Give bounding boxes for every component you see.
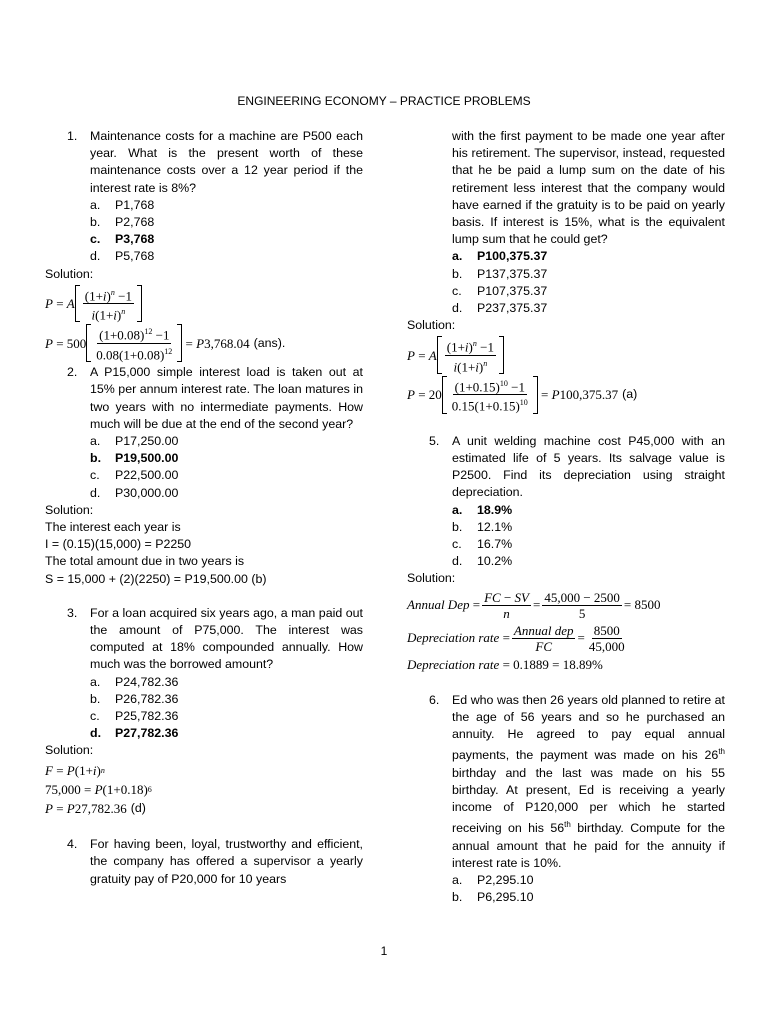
answer-note: (d) [130,801,146,816]
formula-depreciation-result: Depreciation rate = 0.1889 = 18.89% [407,656,603,672]
question-text: with the first payment to be made one year after his retirement. The supervisor, instead, requested that he be paid a lump sum on the date of his retirement less interest that the company would have earned if the gratuity is to be paid on yearly basis. If interest is 15%, what is the equivalent lump sum that he could get? [452,129,725,247]
option-d: d. P5,768 [90,249,155,264]
solution-label: Solution: [45,266,94,281]
question-4 [45,836,363,888]
question-3 [45,605,363,674]
option-c: c. 16.7% [452,536,513,551]
question-text-part: birthday and the last was made on his 55 birthday. At present, Ed is receiving a yearly income of P120,000 per which he started receiving on his 56 [452,765,725,836]
solution-label: Solution: [407,318,456,333]
solution-line: The total amount due in two years is [45,554,245,569]
ordinal-suffix: th [718,747,725,757]
formula-future-worth: F = P (1+ i ) n [45,762,105,778]
option-d: d. P237,375.37 [452,301,548,316]
option-c-correct: c. P3,768 [90,232,155,247]
solution-line: The interest each year is [45,519,181,534]
question-5 [407,433,725,502]
formula-q3-result: P = P 27,782.36 (d) [45,801,146,817]
option-b: b. P137,375.37 [452,266,548,281]
option-a: a. P17,250.00 [90,433,179,448]
question-text: A unit welding machine cost P45,000 with an estimated life of 5 years. Its salvage value is P2500. Find its depreciation using straight depreciation. [452,433,725,500]
question-number: 4. [67,837,78,852]
formula-q1-computation: P = 500 $\frac{(1+0.08)^{12} -1}{0.08(1+0.08)^{12}}$ = P 3,768.04 (ans). [45,324,363,362]
option-d: d. P30,000.00 [90,485,179,500]
formula-annual-depreciation: Annual Dep = $\frac{FC - SV}{n}$ = $\frac{45,000 - 2500}{5}$ = 8500 [407,589,661,621]
solution-label: Solution: [407,571,456,586]
question-2 [45,364,363,433]
question-number: 3. [67,605,78,620]
question-6 [407,692,725,872]
option-b-correct: b. P19,500.00 [90,451,179,466]
formula-present-worth: P = A $\frac{(1+i)^n -1}{i(1+i)^n}$ [407,336,725,374]
question-number: 2. [67,365,78,380]
formula-depreciation-rate: Depreciation rate = $\frac{\text{Annual dep}}{FC}$ = $\frac{8500}{45,000}$ [407,622,625,654]
option-a-correct: a. 18.9% [452,502,513,517]
option-c: c. P22,500.00 [90,468,179,483]
solution-line: I = (0.15)(15,000) = P2250 [45,537,192,552]
option-b: b. P6,295.10 [452,890,534,905]
formula-q4-computation: P = 20 $\frac{(1+0.15)^{10} -1}{0.15(1+0.15)^{10}}$ = P 100,375.37 (a) [407,376,725,414]
right-column [407,128,725,906]
question-text-part: birthday. Compute for the annual amount that he paid for the annuity if interest rate is 10%. [452,821,725,870]
page-number: 1 [380,944,388,958]
question-number: 1. [67,129,78,143]
solution-label: Solution: [45,502,94,517]
option-a: a. P24,782.36 [90,674,179,689]
option-d: d. 10.2% [452,554,513,569]
question-text: Maintenance costs for a machine are P500 each year. What is the present worth of these maintenance costs over a 12 year period if the interest rate is 8%? [90,129,363,195]
option-b: b. P26,782.36 [90,691,179,706]
formula-present-worth: P = A $\frac{(1+i)^n -1}{i(1+i)^n}$ [45,285,363,323]
solution-line: S = 15,000 + (2)(2250) = P19,500.00 (b) [45,571,267,586]
question-1 [45,128,363,197]
formula-q3-substitution: 75,000 = P (1+0.18) 6 [45,781,152,797]
option-b: b. 12.1% [452,519,513,534]
left-column [45,128,363,888]
question-text: A P15,000 simple interest load is taken out at 15% per annum interest rate. The loan matures in two years with no intermediate payments. How much will be due at the end of the second year? [90,365,363,431]
page-title: ENGINEERING ECONOMY – PRACTICE PROBLEMS [237,94,531,108]
answer-note: (a) [622,387,638,402]
question-text: For a loan acquired six years ago, a man paid out the amount of P75,000. The interest was computed at 18% compounded annually. How much was the borrowed amount? [90,605,363,672]
option-c: c. P107,375.37 [452,283,548,298]
ordinal-suffix: th [564,820,571,830]
question-text: For having been, loyal, trustworthy and efficient, the company has offered a supervisor a yearly gratuity pay of P20,000 for 10 years [90,837,363,886]
solution-label: Solution: [45,743,94,758]
question-text-part: Ed who was then 26 years old planned to retire at the age of 56 years and so he purchased an annuity. He agreed to pay equal annual payments, the payment was made on his 26 [452,692,725,763]
option-a: a. P1,768 [90,197,155,212]
option-c: c. P25,782.36 [90,709,179,723]
option-b: b. P2,768 [90,215,155,230]
answer-note: (ans). [253,335,286,350]
question-4-continued [407,128,725,248]
option-a: a. P2,295.10 [452,873,534,888]
question-number: 6. [429,692,440,707]
option-a-correct: a. P100,375.37 [452,249,548,264]
option-d-correct: d. P27,782.36 [90,726,179,741]
question-number: 5. [429,433,440,448]
